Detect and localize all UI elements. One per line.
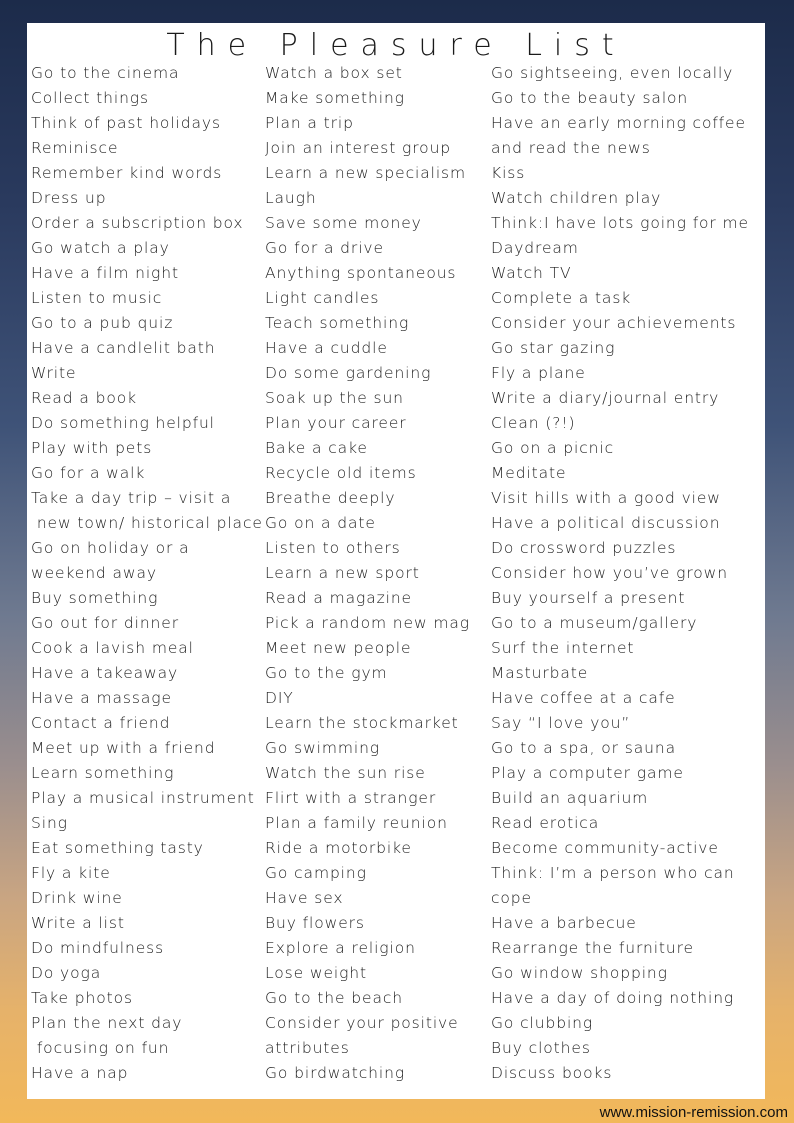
list-item: weekend away [31, 564, 157, 582]
list-item: Have a takeaway [31, 664, 179, 682]
list-item: Learn a new sport [265, 564, 420, 582]
list-sheet [27, 23, 765, 1099]
list-item: Do yoga [31, 964, 102, 982]
list-item: Read erotica [491, 814, 600, 832]
list-item: Go swimming [265, 739, 381, 757]
list-item: Rearrange the furniture [491, 939, 694, 957]
list-item: Make something [265, 89, 405, 107]
list-item: Have a massage [31, 689, 172, 707]
list-item: Learn the stockmarket [265, 714, 459, 732]
list-item: Meet up with a friend [31, 739, 216, 757]
list-item: Listen to music [31, 289, 163, 307]
list-item: Masturbate [491, 664, 589, 682]
list-item: Go window shopping [491, 964, 668, 982]
list-item: Become community-active [491, 839, 719, 857]
list-item: Watch children play [491, 189, 662, 207]
list-item: Write a list [31, 914, 125, 932]
list-item: Pick a random new mag [265, 614, 470, 632]
list-item: Fly a kite [31, 864, 111, 882]
list-item: Plan a trip [265, 114, 354, 132]
list-item: Anything spontaneous [265, 264, 457, 282]
list-item: Go sightseeing, even locally [491, 64, 734, 82]
list-item: Go to a spa, or sauna [491, 739, 677, 757]
list-item: Remember kind words [31, 164, 223, 182]
list-item: Consider your achievements [491, 314, 737, 332]
list-item: Go to a pub quiz [31, 314, 174, 332]
list-item: Read a magazine [265, 589, 412, 607]
list-item: Eat something tasty [31, 839, 204, 857]
list-item: Plan the next day [31, 1014, 183, 1032]
list-item: Go watch a play [31, 239, 170, 257]
list-item: Do some gardening [265, 364, 432, 382]
list-item: Complete a task [491, 289, 632, 307]
list-item: Do something helpful [31, 414, 215, 432]
list-item: Order a subscription box [31, 214, 244, 232]
list-item: Consider how you’ve grown [491, 564, 728, 582]
list-item: Watch a box set [265, 64, 403, 82]
list-item: Go for a walk [31, 464, 146, 482]
list-item: Go birdwatching [265, 1064, 406, 1082]
list-item: Go out for dinner [31, 614, 179, 632]
list-item: Collect things [31, 89, 149, 107]
list-item: Ride a motorbike [265, 839, 412, 857]
list-item: Play with pets [31, 439, 153, 457]
list-item: Visit hills with a good view [491, 489, 721, 507]
list-item: Go for a drive [265, 239, 384, 257]
list-item: Learn something [31, 764, 175, 782]
list-item: Join an interest group [265, 139, 452, 157]
list-item: Watch the sun rise [265, 764, 426, 782]
list-item: Go to the cinema [31, 64, 180, 82]
list-column-2 [265, 61, 487, 1086]
list-item: Surf the internet [491, 639, 635, 657]
list-item: Say “I love you” [491, 714, 631, 732]
list-item: Laugh [265, 189, 317, 207]
list-item: Consider your positive [265, 1014, 459, 1032]
list-item: Have a cuddle [265, 339, 388, 357]
list-item: Save some money [265, 214, 422, 232]
list-item: Discuss books [491, 1064, 613, 1082]
list-item: new town/ historical place [31, 514, 263, 532]
list-item: Go camping [265, 864, 367, 882]
list-item: Have sex [265, 889, 344, 907]
list-item: Build an aquarium [491, 789, 649, 807]
list-item: Bake a cake [265, 439, 368, 457]
list-item: Have a day of doing nothing [491, 989, 735, 1007]
list-item: Have a candlelit bath [31, 339, 216, 357]
list-item: Go on holiday or a [31, 539, 190, 557]
list-item: Plan your career [265, 414, 407, 432]
list-item: Breathe deeply [265, 489, 396, 507]
list-item: Recycle old items [265, 464, 417, 482]
list-item: DIY [265, 689, 294, 707]
list-item: Light candles [265, 289, 380, 307]
list-item: Do crossword puzzles [491, 539, 677, 557]
list-item: Buy clothes [491, 1039, 591, 1057]
list-item: Teach something [265, 314, 410, 332]
list-item: Go to the beach [265, 989, 403, 1007]
list-column-1 [31, 61, 263, 1086]
list-item: cope [491, 889, 532, 907]
list-item: Take a day trip – visit a [31, 489, 232, 507]
list-item: Clean (?!) [491, 414, 576, 432]
list-item: attributes [265, 1039, 350, 1057]
list-item: Think of past holidays [31, 114, 221, 132]
list-item: Buy yourself a present [491, 589, 686, 607]
list-item: Contact a friend [31, 714, 171, 732]
list-item: Dress up [31, 189, 107, 207]
list-item: Flirt with a stranger [265, 789, 437, 807]
list-item: Cook a lavish meal [31, 639, 194, 657]
list-item: Have a film night [31, 264, 179, 282]
list-item: Plan a family reunion [265, 814, 448, 832]
list-item: Daydream [491, 239, 579, 257]
list-item: Buy something [31, 589, 159, 607]
list-item: Soak up the sun [265, 389, 404, 407]
list-item: Learn a new specialism [265, 164, 467, 182]
list-item: Write [31, 364, 77, 382]
list-item: Take photos [31, 989, 133, 1007]
list-item: Have coffee at a cafe [491, 689, 676, 707]
list-item: Drink wine [31, 889, 123, 907]
list-item: Have an early morning coffee [491, 114, 746, 132]
list-item: Write a diary/journal entry [491, 389, 720, 407]
list-item: focusing on fun [31, 1039, 170, 1057]
list-item: Read a book [31, 389, 137, 407]
list-item: Lose weight [265, 964, 368, 982]
list-item: Buy flowers [265, 914, 365, 932]
list-item: and read the news [491, 139, 651, 157]
list-item: Fly a plane [491, 364, 586, 382]
list-item: Sing [31, 814, 68, 832]
list-item: Meditate [491, 464, 567, 482]
list-item: Play a musical instrument [31, 789, 255, 807]
list-item: Think:I have lots going for me [491, 214, 749, 232]
list-item: Have a political discussion [491, 514, 721, 532]
list-item: Kiss [491, 164, 526, 182]
list-item: Have a barbecue [491, 914, 637, 932]
list-item: Go to the gym [265, 664, 388, 682]
list-item: Explore a religion [265, 939, 416, 957]
list-item: Go star gazing [491, 339, 616, 357]
list-item: Do mindfulness [31, 939, 165, 957]
list-item: Go clubbing [491, 1014, 594, 1032]
list-column-3 [491, 61, 763, 1086]
list-item: Reminisce [31, 139, 119, 157]
website-footer: www.mission-remission.com [599, 1104, 788, 1121]
page-title: The Pleasure List [166, 28, 626, 63]
list-item: Meet new people [265, 639, 412, 657]
list-item: Go on a picnic [491, 439, 614, 457]
list-item: Go on a date [265, 514, 376, 532]
list-item: Have a nap [31, 1064, 129, 1082]
list-item: Watch TV [491, 264, 572, 282]
list-item: Think: I’m a person who can [491, 864, 735, 882]
list-item: Listen to others [265, 539, 401, 557]
list-item: Go to a museum/gallery [491, 614, 698, 632]
list-item: Go to the beauty salon [491, 89, 689, 107]
list-item: Play a computer game [491, 764, 684, 782]
